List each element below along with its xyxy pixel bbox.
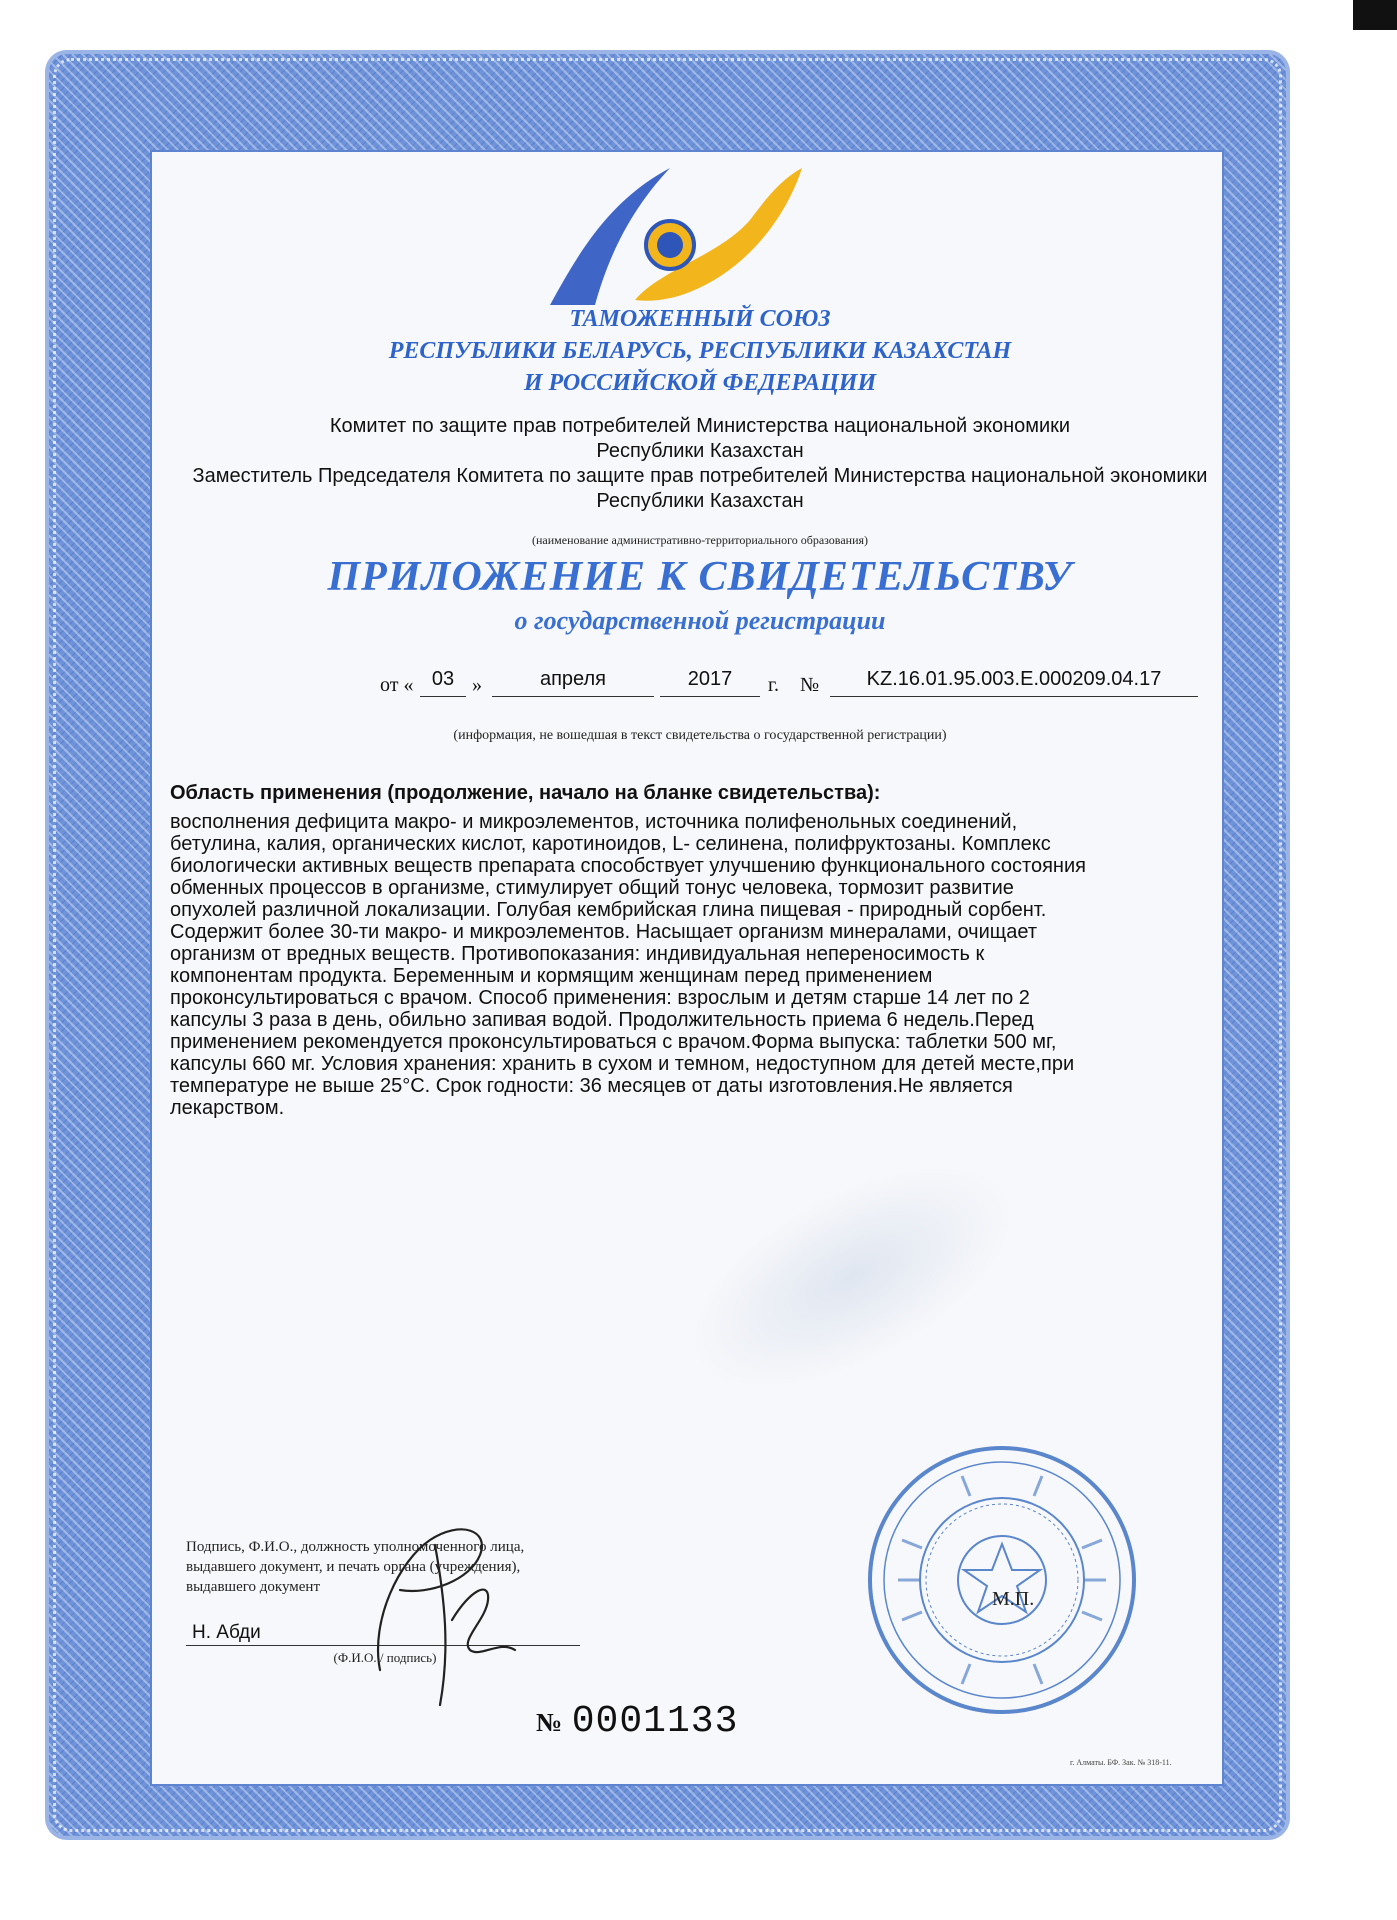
scope-line: лекарством. bbox=[170, 1097, 285, 1119]
document-title: ПРИЛОЖЕНИЕ К СВИДЕТЕЛЬСТВУ bbox=[327, 554, 1073, 600]
year-suffix: г. bbox=[768, 674, 779, 696]
caption-line: выдавшего документ bbox=[186, 1579, 321, 1595]
fio-caption: (Ф.И.О. / подпись) bbox=[333, 1650, 437, 1665]
scope-line: бетулина, калия, органических кислот, каротиноидов, L- селинена, полифруктозаны. Комплекс bbox=[170, 833, 1051, 855]
caption-line: Подпись, Ф.И.О., должность уполномоченного лица, bbox=[186, 1539, 525, 1555]
form-serial-number bbox=[536, 1700, 738, 1743]
scope-line: капсулы 3 раза в день, обильно запивая водой. Продолжительность приема 6 недель.Перед bbox=[170, 1009, 1034, 1031]
scope-body bbox=[170, 811, 1215, 1119]
info-caption: (информация, не вошедшая в текст свидетельства о государственной регистрации) bbox=[453, 728, 947, 743]
watermark-emblem bbox=[653, 1117, 1051, 1436]
union-line: РЕСПУБЛИКИ БЕЛАРУСЬ, РЕСПУБЛИКИ КАЗАХСТАН bbox=[388, 338, 1012, 364]
scope-line: биологически активных веществ препарата способствует улучшению функционального состояния bbox=[170, 855, 1086, 877]
seal-place-label: М.П. bbox=[992, 1588, 1035, 1610]
registration-date-row bbox=[380, 668, 1200, 702]
date-day: 03 bbox=[420, 668, 466, 697]
scope-line: проконсультироваться с врачом. Способ применения: взрослым и детям старше 14 лет по 2 bbox=[170, 987, 1030, 1009]
caption-line: выдавшего документ, и печать органа (учреждения), bbox=[186, 1559, 521, 1575]
registration-number: KZ.16.01.95.003.E.000209.04.17 bbox=[830, 668, 1198, 697]
scope-line: Содержит более 30-ти макро- и микроэлементов. Насыщает организм минералами, очищает bbox=[170, 921, 1037, 943]
scope-line: температуре не выше 25°С. Срок годности: 36 месяцев от даты изготовления.Не является bbox=[170, 1075, 1013, 1097]
printer-note: г. Алматы. БФ. Зак. № 318-11. bbox=[1070, 1758, 1172, 1767]
scope-line: организм от вредных веществ. Противопоказания: индивидуальная непереносимость к bbox=[170, 943, 985, 965]
signer-name: Н. Абди bbox=[192, 1622, 261, 1643]
issuing-authority bbox=[140, 414, 1260, 514]
scope-line: применением рекомендуется проконсультироваться с врачом.Форма выпуска: таблетки 500 мг, bbox=[170, 1031, 1057, 1053]
scope-line: восполнения дефицита макро- и микроэлементов, источника полифенольных соединений, bbox=[170, 811, 1018, 833]
serial-label: № bbox=[536, 1708, 563, 1737]
committee-name: Комитет по защите прав потребителей Министерства национальной экономики Республики Казахстан bbox=[329, 415, 1071, 462]
date-month: апреля bbox=[492, 668, 654, 697]
deputy-title: Заместитель Председателя Комитета по защите прав потребителей Министерства национальной экономики Республики Казахстан bbox=[192, 465, 1208, 512]
serial-number: 0001133 bbox=[571, 1700, 739, 1743]
union-line: ТАМОЖЕННЫЙ СОЮЗ bbox=[569, 306, 831, 332]
scope-section bbox=[170, 780, 1215, 1119]
scan-corner-mark bbox=[1353, 0, 1397, 30]
scope-line: компонентам продукта. Беременным и кормящим женщинам перед применением bbox=[170, 965, 933, 987]
date-from-label: от « bbox=[380, 674, 414, 696]
scope-heading: Область применения (продолжение, начало на бланке свидетельства): bbox=[170, 782, 881, 804]
date-close-quote: » bbox=[472, 674, 482, 696]
union-line: И РОССИЙСКОЙ ФЕДЕРАЦИИ bbox=[523, 370, 877, 396]
document-subtitle: о государственной регистрации bbox=[514, 606, 886, 635]
scope-line: обменных процессов в организме, стимулирует общий тонус человека, тормозит развитие bbox=[170, 877, 1014, 899]
official-seal-stamp bbox=[862, 1440, 1142, 1720]
handwritten-signature bbox=[340, 1500, 560, 1710]
customs-union-logo bbox=[540, 160, 810, 310]
customs-union-title bbox=[200, 303, 1200, 399]
admin-caption: (наименование административно-территориального образования) bbox=[531, 533, 869, 547]
scope-line: капсулы 660 мг. Условия хранения: хранить в сухом и темном, недоступном для детей месте,при bbox=[170, 1053, 1075, 1075]
number-label: № bbox=[800, 674, 820, 696]
scope-line: опухолей различной локализации. Голубая кембрийская глина пищевая - природный сорбент. bbox=[170, 899, 1047, 921]
date-year: 2017 bbox=[660, 668, 760, 697]
